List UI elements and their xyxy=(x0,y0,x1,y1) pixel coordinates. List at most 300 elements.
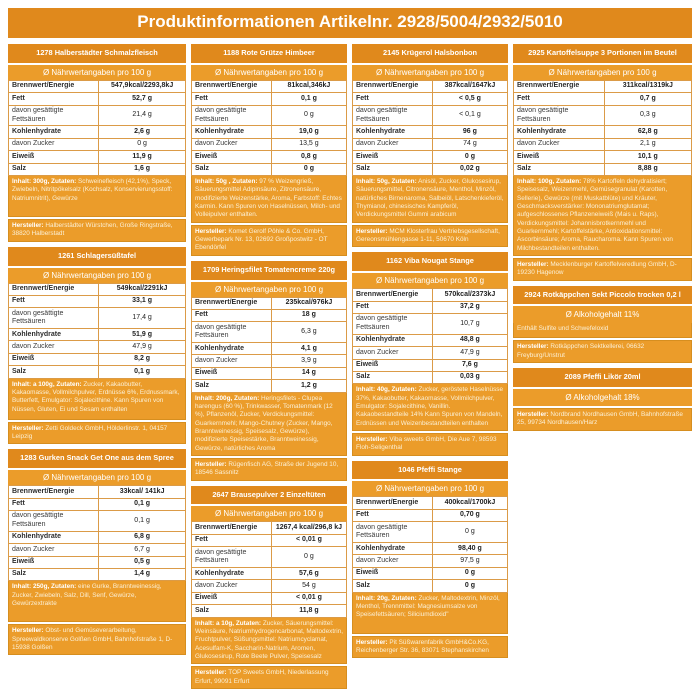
nutrition-row xyxy=(192,592,347,604)
manufacturer-value: TOP Sweets GmbH, Niederlassung Erfurt, 99091 Erfurt xyxy=(195,669,329,685)
product-title: 1162 Viba Nougat Stange xyxy=(352,252,508,271)
nutrition-value: 8,2 g xyxy=(99,353,186,365)
manufacturer-value: Viba sweets GmbH, Die Aue 7, 98593 Floh-Seligenthal xyxy=(356,435,497,452)
nutrition-label: Salz xyxy=(353,371,433,383)
manufacturer-label: Hersteller: xyxy=(12,424,44,432)
nutrition-row xyxy=(9,486,186,498)
nutrition-label: davon gesättigte Fettsäuren xyxy=(9,510,99,531)
manufacturer-value: Zetti Goldeck GmbH, Hölderlinstr. 1, 04157 Leipzig xyxy=(12,424,168,440)
nutrition-label: davon gesättigte Fettsäuren xyxy=(353,313,433,334)
nutrition-row xyxy=(192,367,347,379)
nutrition-value: 0,5 g xyxy=(99,556,186,568)
nutrition-label: Eiweiß xyxy=(9,353,99,365)
nutrition-value: 1,6 g xyxy=(99,163,186,175)
nutrition-label: davon gesättigte Fettsäuren xyxy=(353,105,433,126)
nutrition-label: Salz xyxy=(9,366,99,378)
nutrition-value: 549kcal/2291kJ xyxy=(99,283,186,295)
nutrition-row xyxy=(353,301,508,313)
nutrition-value: 0 g xyxy=(271,547,346,568)
nutrition-row xyxy=(192,297,347,309)
nutrition-label: davon Zucker xyxy=(192,580,272,592)
nutrition-value: 4,1 g xyxy=(271,343,346,355)
nutrition-value: 96 g xyxy=(432,126,507,138)
nutrition-label: Salz xyxy=(9,568,99,580)
product-card xyxy=(352,252,508,455)
manufacturer-label: Hersteller: xyxy=(195,460,227,468)
nutrition-label: davon Zucker xyxy=(353,347,433,359)
nutrition-per-100g-header: Ø Nährwertangaben pro 100 g xyxy=(191,282,347,297)
nutrition-row xyxy=(192,105,347,126)
column-4 xyxy=(513,44,692,431)
ingredients-text xyxy=(513,176,692,256)
manufacturer-value: Rotkäppchen Sektkellerei, 06632 Freyburg/Unstrut xyxy=(517,343,645,359)
ingredients-value: Schweinefleisch (42,1%), Speck, Zwiebeln, Nitritpökelsalz (Kochsalz, Konservierungsstoff: Natriumnitrit), Gewürze xyxy=(12,178,173,202)
nutrition-value: 0,1 g xyxy=(99,498,186,510)
ingredients-label: Inhalt: 100g, Zutaten: xyxy=(517,178,582,185)
product-card xyxy=(191,44,347,256)
nutrition-row xyxy=(9,510,186,531)
ingredients-label: Inhalt: 50g, Zutaten: xyxy=(356,178,417,185)
nutrition-row xyxy=(9,283,186,295)
nutrition-row xyxy=(353,289,508,301)
nutrition-label: Brennwert/Energie xyxy=(353,80,433,92)
nutrition-table xyxy=(352,80,508,176)
nutrition-row xyxy=(192,568,347,580)
ingredients-value: Zucker, geröstete Haselnüsse 37%, Kakaobutter, Kakaomasse, Vollmilchpulver, Emulgator: Sojalecithine, Vanillin. Kakaobestandteile 14% Kann Spuren von Mandeln, Erdnüssen und Weizenbestandteilen enthalten xyxy=(356,386,504,427)
manufacturer-value: Halberstädter Würstchen, Große Ringstraße, 38820 Halberstadt xyxy=(12,222,173,238)
nutrition-label: Salz xyxy=(192,605,272,617)
nutrition-label: davon gesättigte Fettsäuren xyxy=(192,105,272,126)
nutrition-label: Salz xyxy=(9,163,99,175)
nutrition-label: Eiweiß xyxy=(514,151,605,163)
nutrition-row xyxy=(9,531,186,543)
nutrition-label: Fett xyxy=(192,309,272,321)
nutrition-row xyxy=(192,93,347,105)
nutrition-row xyxy=(9,151,186,163)
nutrition-value: 48,8 g xyxy=(432,334,507,346)
manufacturer-label: Hersteller: xyxy=(356,638,388,646)
product-title: 2647 Brausepulver 2 Einzeltüten xyxy=(191,486,347,505)
manufacturer-value: Mecklenburger Kartoffelveredlung GmbH, D-19230 Hagenow xyxy=(517,260,677,277)
product-card xyxy=(513,44,692,281)
manufacturer-text xyxy=(513,408,692,431)
nutrition-value: < 0,1 g xyxy=(432,105,507,126)
nutrition-value: 81kcal,346kJ xyxy=(271,80,346,92)
nutrition-label: Eiweiß xyxy=(192,151,272,163)
nutrition-row xyxy=(192,605,347,617)
product-title: 2924 Rotkäppchen Sekt Piccolo trocken 0,2 l xyxy=(513,286,692,305)
nutrition-label: davon Zucker xyxy=(9,341,99,353)
product-card xyxy=(513,286,692,364)
product-card xyxy=(191,486,347,689)
manufacturer-text xyxy=(191,458,347,481)
manufacturer-label: Hersteller: xyxy=(356,227,388,235)
nutrition-per-100g-header: Ø Nährwertangaben pro 100 g xyxy=(352,273,508,288)
nutrition-per-100g-header: Ø Nährwertangaben pro 100 g xyxy=(352,65,508,80)
ingredients-label: Inhalt: 250g, Zutaten: xyxy=(12,583,77,591)
ingredients-text xyxy=(352,384,508,431)
nutrition-row xyxy=(9,138,186,150)
nutrition-label: Fett xyxy=(9,93,99,105)
nutrition-row xyxy=(192,380,347,392)
allergen-note: Enthält Sulfite und Schwefeloxid xyxy=(513,323,692,338)
nutrition-value: 387kcal/1647kJ xyxy=(432,80,507,92)
nutrition-label: Brennwert/Energie xyxy=(353,497,433,509)
nutrition-value: 0,1 g xyxy=(99,366,186,378)
nutrition-value: 19,0 g xyxy=(271,126,346,138)
nutrition-row xyxy=(9,498,186,510)
nutrition-label: Kohlenhydrate xyxy=(192,568,272,580)
ingredients-text xyxy=(8,176,186,217)
ingredients-text xyxy=(352,593,508,634)
product-card xyxy=(352,44,508,247)
column-3 xyxy=(352,44,508,658)
nutrition-table xyxy=(352,288,508,384)
nutrition-value: 0 g xyxy=(99,138,186,150)
product-card xyxy=(352,461,508,659)
nutrition-label: Brennwert/Energie xyxy=(192,80,272,92)
nutrition-value: 54 g xyxy=(271,580,346,592)
manufacturer-label: Hersteller: xyxy=(356,435,388,443)
ingredients-label: Inhalt: 20g, Zutaten: xyxy=(356,594,417,602)
product-title: 1188 Rote Grütze Himbeer xyxy=(191,44,347,63)
manufacturer-text xyxy=(8,624,186,655)
nutrition-value: 0 g xyxy=(432,151,507,163)
product-title: 1046 Pfeffi Stange xyxy=(352,461,508,480)
nutrition-value: 33kcal/ 141kJ xyxy=(99,486,186,498)
nutrition-row xyxy=(514,163,692,175)
nutrition-row xyxy=(192,580,347,592)
nutrition-row xyxy=(9,80,186,92)
nutrition-table xyxy=(8,485,186,581)
nutrition-label: Fett xyxy=(353,509,433,521)
nutrition-value: 52,7 g xyxy=(99,93,186,105)
manufacturer-text xyxy=(513,258,692,281)
nutrition-value: 7,6 g xyxy=(432,359,507,371)
nutrition-table xyxy=(8,283,186,379)
nutrition-value: 0,7 g xyxy=(604,93,691,105)
product-title: 1283 Gurken Snack Get One aus dem Spree xyxy=(8,449,186,468)
nutrition-value: 33,1 g xyxy=(99,295,186,307)
nutrition-label: Eiweiß xyxy=(353,151,433,163)
nutrition-label: Kohlenhydrate xyxy=(9,329,99,341)
nutrition-row xyxy=(192,522,347,534)
nutrition-label: davon Zucker xyxy=(9,138,99,150)
nutrition-row xyxy=(353,163,508,175)
nutrition-label: Eiweiß xyxy=(192,592,272,604)
nutrition-value: 17,4 g xyxy=(99,308,186,329)
nutrition-label: Kohlenhydrate xyxy=(9,531,99,543)
nutrition-table xyxy=(8,80,186,176)
ingredients-value: eine Gurke, Branntweinessig, Zucker, Zwiebeln, Salz, Dill, Senf, Gewürze, Gewürzextrakte xyxy=(12,583,162,607)
ingredients-label: Inhalt: 300g, Zutaten: xyxy=(12,178,77,185)
ingredients-value: Anisöl, Zucker, Glukosesirup, Säuerungsmittel, Citronensäure, Menthol, Minzöl, natürliches Birnenaroma, Salbeiöl, Latschenkieferöl, Thymianol, chinesisches Kampferöl, Verdickungsmittel Gummi arabicum xyxy=(356,178,504,219)
nutrition-row xyxy=(514,105,692,126)
nutrition-label: davon Zucker xyxy=(353,138,433,150)
nutrition-row xyxy=(9,163,186,175)
nutrition-row xyxy=(192,534,347,546)
nutrition-value: 62,8 g xyxy=(604,126,691,138)
nutrition-row xyxy=(353,543,508,555)
nutrition-label: Brennwert/Energie xyxy=(9,283,99,295)
manufacturer-label: Hersteller: xyxy=(195,669,227,677)
product-card xyxy=(513,368,692,431)
nutrition-row xyxy=(353,334,508,346)
nutrition-label: Fett xyxy=(9,498,99,510)
ingredients-value: Zucker, Säuerungsmittel: Weinsäure, Natriumhydrogencarbonat, Maltodextrin, Fruchtpulver, Süßungsmittel: Natriumcyclamat, Acesulfam-K, Saccharin-Natrium, Aromen, Glukosesirup, Rote Beete Pulver, Speisesalz xyxy=(195,619,344,660)
nutrition-row xyxy=(192,151,347,163)
nutrition-label: Fett xyxy=(353,301,433,313)
nutrition-label: Kohlenhydrate xyxy=(514,126,605,138)
nutrition-value: 0 g xyxy=(432,580,507,592)
nutrition-row xyxy=(353,347,508,359)
ingredients-value: Zucker, Kakaobutter, Kakaomasse, Vollmilchpulver, Erdnüsse 6%, Erdnussmark, Butterfett, Emulgator: Sojalecithine. Kann Spuren von Nüssen, Gluten, Ei und Sesam enthalten xyxy=(12,380,180,413)
nutrition-row xyxy=(9,93,186,105)
nutrition-row xyxy=(9,308,186,329)
nutrition-label: Salz xyxy=(192,380,272,392)
nutrition-row xyxy=(192,322,347,343)
nutrition-row xyxy=(9,329,186,341)
column-2 xyxy=(191,44,347,689)
nutrition-row xyxy=(353,497,508,509)
manufacturer-value: Nordbrand Nordhausen GmbH, Bahnhofstraße 25, 99734 Nordhausen/Harz xyxy=(517,411,683,427)
manufacturer-label: Hersteller: xyxy=(12,222,44,229)
alcohol-content-header: Ø Alkoholgehalt 11% xyxy=(513,306,692,323)
nutrition-value: 235kcal/976kJ xyxy=(271,297,346,309)
nutrition-per-100g-header: Ø Nährwertangaben pro 100 g xyxy=(352,481,508,496)
nutrition-label: Salz xyxy=(192,163,272,175)
nutrition-value: 10,1 g xyxy=(604,151,691,163)
manufacturer-text xyxy=(352,636,508,659)
nutrition-row xyxy=(514,93,692,105)
ingredients-text xyxy=(352,176,508,223)
product-title: 2089 Pfeffi Likör 20ml xyxy=(513,368,692,387)
nutrition-value: 11,8 g xyxy=(271,605,346,617)
nutrition-value: 47,9 g xyxy=(99,341,186,353)
nutrition-row xyxy=(353,567,508,579)
nutrition-value: 547,9kcal/2293,8kJ xyxy=(99,80,186,92)
nutrition-row xyxy=(353,80,508,92)
nutrition-value: 6,3 g xyxy=(271,322,346,343)
nutrition-row xyxy=(353,359,508,371)
nutrition-value: < 0,01 g xyxy=(271,592,346,604)
product-card xyxy=(8,449,186,655)
nutrition-label: Fett xyxy=(9,295,99,307)
nutrition-value: 47,9 g xyxy=(432,347,507,359)
nutrition-table xyxy=(191,297,347,393)
nutrition-row xyxy=(192,343,347,355)
nutrition-label: Brennwert/Energie xyxy=(9,80,99,92)
nutrition-row xyxy=(353,555,508,567)
nutrition-value: 0,02 g xyxy=(432,163,507,175)
nutrition-label: davon gesättigte Fettsäuren xyxy=(353,522,433,543)
nutrition-row xyxy=(192,138,347,150)
nutrition-value: 18 g xyxy=(271,309,346,321)
nutrition-label: Salz xyxy=(514,163,605,175)
manufacturer-label: Hersteller: xyxy=(517,343,549,351)
nutrition-label: Eiweiß xyxy=(353,567,433,579)
nutrition-label: davon Zucker xyxy=(192,355,272,367)
nutrition-row xyxy=(192,547,347,568)
nutrition-value: 2,1 g xyxy=(604,138,691,150)
product-card xyxy=(8,247,186,445)
nutrition-per-100g-header: Ø Nährwertangaben pro 100 g xyxy=(191,506,347,521)
nutrition-value: 6,8 g xyxy=(99,531,186,543)
nutrition-row xyxy=(353,580,508,592)
ingredients-label: Inhalt: 40g, Zutaten: xyxy=(356,386,417,394)
nutrition-row xyxy=(9,366,186,378)
cards-grid xyxy=(8,44,692,689)
nutrition-value: 0,03 g xyxy=(432,371,507,383)
ingredients-label: Inhalt: 50g , Zutaten: xyxy=(195,178,258,185)
nutrition-row xyxy=(9,556,186,568)
nutrition-label: Fett xyxy=(514,93,605,105)
nutrition-per-100g-header: Ø Nährwertangaben pro 100 g xyxy=(8,65,186,80)
nutrition-value: 1,4 g xyxy=(99,568,186,580)
manufacturer-value: Rügenfisch AG, Straße der Jugend 10, 18546 Sassnitz xyxy=(195,460,339,477)
product-card xyxy=(8,44,186,242)
page-title: Produktinformationen Artikelnr. 2928/5004/2932/5010 xyxy=(8,8,692,38)
nutrition-value: 570kcal/2373kJ xyxy=(432,289,507,301)
nutrition-value: 3,9 g xyxy=(271,355,346,367)
nutrition-label: davon gesättigte Fettsäuren xyxy=(9,105,99,126)
nutrition-row xyxy=(9,105,186,126)
nutrition-row xyxy=(353,138,508,150)
nutrition-label: davon gesättigte Fettsäuren xyxy=(192,322,272,343)
ingredients-text xyxy=(8,581,186,622)
nutrition-value: 8,88 g xyxy=(604,163,691,175)
nutrition-label: Kohlenhydrate xyxy=(9,126,99,138)
manufacturer-text xyxy=(513,340,692,363)
nutrition-value: 21,4 g xyxy=(99,105,186,126)
nutrition-value: 11,9 g xyxy=(99,151,186,163)
nutrition-row xyxy=(353,93,508,105)
nutrition-label: davon gesättigte Fettsäuren xyxy=(9,308,99,329)
nutrition-label: Fett xyxy=(192,93,272,105)
ingredients-text xyxy=(191,393,347,456)
product-title: 1261 Schlagersüßtafel xyxy=(8,247,186,266)
nutrition-value: 1,2 g xyxy=(271,380,346,392)
nutrition-table xyxy=(352,496,508,592)
alcohol-content-header: Ø Alkoholgehalt 18% xyxy=(513,389,692,406)
nutrition-label: Brennwert/Energie xyxy=(9,486,99,498)
nutrition-value: 0 g xyxy=(271,105,346,126)
nutrition-label: davon Zucker xyxy=(514,138,605,150)
nutrition-value: 10,7 g xyxy=(432,313,507,334)
nutrition-row xyxy=(9,544,186,556)
manufacturer-value: Pit Süßwarenfabrik GmbH&Co.KG, Reichenberger Str. 36, 83071 Stephanskirchen xyxy=(356,638,489,654)
nutrition-value: 57,6 g xyxy=(271,568,346,580)
product-title: 2145 Krügerol Halsbonbon xyxy=(352,44,508,63)
nutrition-table xyxy=(513,80,692,176)
nutrition-label: Eiweiß xyxy=(192,367,272,379)
nutrition-value: < 0,01 g xyxy=(271,534,346,546)
nutrition-value: 0,8 g xyxy=(271,151,346,163)
nutrition-row xyxy=(192,163,347,175)
nutrition-label: Eiweiß xyxy=(9,151,99,163)
nutrition-row xyxy=(514,138,692,150)
ingredients-value: Heringsfilets - Clupea harengus (60 %), Trinkwasser, Tomatenmark (12 %), Pflanzenöl, Zucker, Verdickungsmittel: Guarkernmehl; Mango-Chutney (Zucker, Mango, Branntweinessig, Speisesalz, Gewürze), modifizierte Speisestärke, Branntweinessig, Gewürze, natürliches Aroma xyxy=(195,394,333,452)
nutrition-label: davon gesättigte Fettsäuren xyxy=(514,105,605,126)
manufacturer-text xyxy=(352,225,508,248)
nutrition-value: 1267,4 kcal/296,8 kJ xyxy=(271,522,346,534)
nutrition-row xyxy=(9,295,186,307)
nutrition-per-100g-header: Ø Nährwertangaben pro 100 g xyxy=(8,470,186,485)
ingredients-label: Inhalt: a 10g, Zutaten: xyxy=(195,619,262,627)
nutrition-label: Kohlenhydrate xyxy=(353,334,433,346)
nutrition-label: Salz xyxy=(353,580,433,592)
ingredients-label: Inhalt: a 100g, Zutaten: xyxy=(12,380,82,388)
nutrition-row xyxy=(514,151,692,163)
nutrition-per-100g-header: Ø Nährwertangaben pro 100 g xyxy=(513,65,692,80)
nutrition-row xyxy=(192,309,347,321)
nutrition-row xyxy=(9,341,186,353)
nutrition-row xyxy=(514,126,692,138)
manufacturer-label: Hersteller: xyxy=(517,260,549,268)
nutrition-label: davon Zucker xyxy=(353,555,433,567)
nutrition-value: 37,2 g xyxy=(432,301,507,313)
nutrition-row xyxy=(353,105,508,126)
nutrition-label: Eiweiß xyxy=(9,556,99,568)
manufacturer-value: Komet Gerolf Pöhle & Co. GmbH, Gewerbepark Nr. 13, 02692 Großpostwitz - OT Ebendörfel xyxy=(195,227,328,252)
nutrition-value: 311kcal/1319kJ xyxy=(604,80,691,92)
nutrition-value: 0 g xyxy=(271,163,346,175)
manufacturer-value: Obst- und Gemüseverarbeitung, Spreewaldkonserve Golßen GmbH, Bahnhofstraße 1, D-15938 Golßen xyxy=(12,627,173,651)
nutrition-label: Kohlenhydrate xyxy=(192,343,272,355)
nutrition-row xyxy=(514,80,692,92)
nutrition-value: 400kcal/1700kJ xyxy=(432,497,507,509)
nutrition-value: 74 g xyxy=(432,138,507,150)
nutrition-value: 0,1 g xyxy=(99,510,186,531)
product-title: 1278 Halberstädter Schmalzfleisch xyxy=(8,44,186,63)
nutrition-label: Brennwert/Energie xyxy=(353,289,433,301)
nutrition-row xyxy=(353,151,508,163)
nutrition-row xyxy=(353,313,508,334)
nutrition-label: Brennwert/Energie xyxy=(514,80,605,92)
ingredients-text xyxy=(191,618,347,665)
nutrition-value: 0,1 g xyxy=(271,93,346,105)
nutrition-label: Salz xyxy=(353,163,433,175)
nutrition-value: 97,5 g xyxy=(432,555,507,567)
nutrition-label: davon Zucker xyxy=(192,138,272,150)
manufacturer-label: Hersteller: xyxy=(12,627,44,635)
nutrition-label: Fett xyxy=(353,93,433,105)
nutrition-value: 6,7 g xyxy=(99,544,186,556)
nutrition-row xyxy=(192,126,347,138)
manufacturer-text xyxy=(8,422,186,445)
product-title: 1709 Heringsfilet Tomatencreme 220g xyxy=(191,261,347,280)
nutrition-value: 2,6 g xyxy=(99,126,186,138)
manufacturer-text xyxy=(8,219,186,242)
nutrition-table xyxy=(191,80,347,176)
nutrition-label: Kohlenhydrate xyxy=(192,126,272,138)
manufacturer-value: MCM Klosterfrau Vertriebsgesellschaft, Gereonsmühlengasse 1-11, 50670 Köln xyxy=(356,227,500,243)
manufacturer-text xyxy=(191,666,347,689)
manufacturer-label: Hersteller: xyxy=(517,411,549,419)
product-title: 2925 Kartoffelsuppe 3 Portionen im Beutel xyxy=(513,44,692,63)
nutrition-value: 0 g xyxy=(432,567,507,579)
nutrition-row xyxy=(353,126,508,138)
nutrition-value: 0,3 g xyxy=(604,105,691,126)
nutrition-label: Eiweiß xyxy=(353,359,433,371)
manufacturer-text xyxy=(191,225,347,256)
ingredients-value: Zucker, Maltodextrin, Minzöl, Menthol, Trennmittel: Magnesiumsalze von Speisefettsäuren; Siliciumdioxid" xyxy=(356,594,500,619)
nutrition-row xyxy=(9,126,186,138)
ingredients-text xyxy=(8,379,186,420)
nutrition-value: 0 g xyxy=(432,522,507,543)
nutrition-label: Kohlenhydrate xyxy=(353,126,433,138)
nutrition-value: 51,9 g xyxy=(99,329,186,341)
